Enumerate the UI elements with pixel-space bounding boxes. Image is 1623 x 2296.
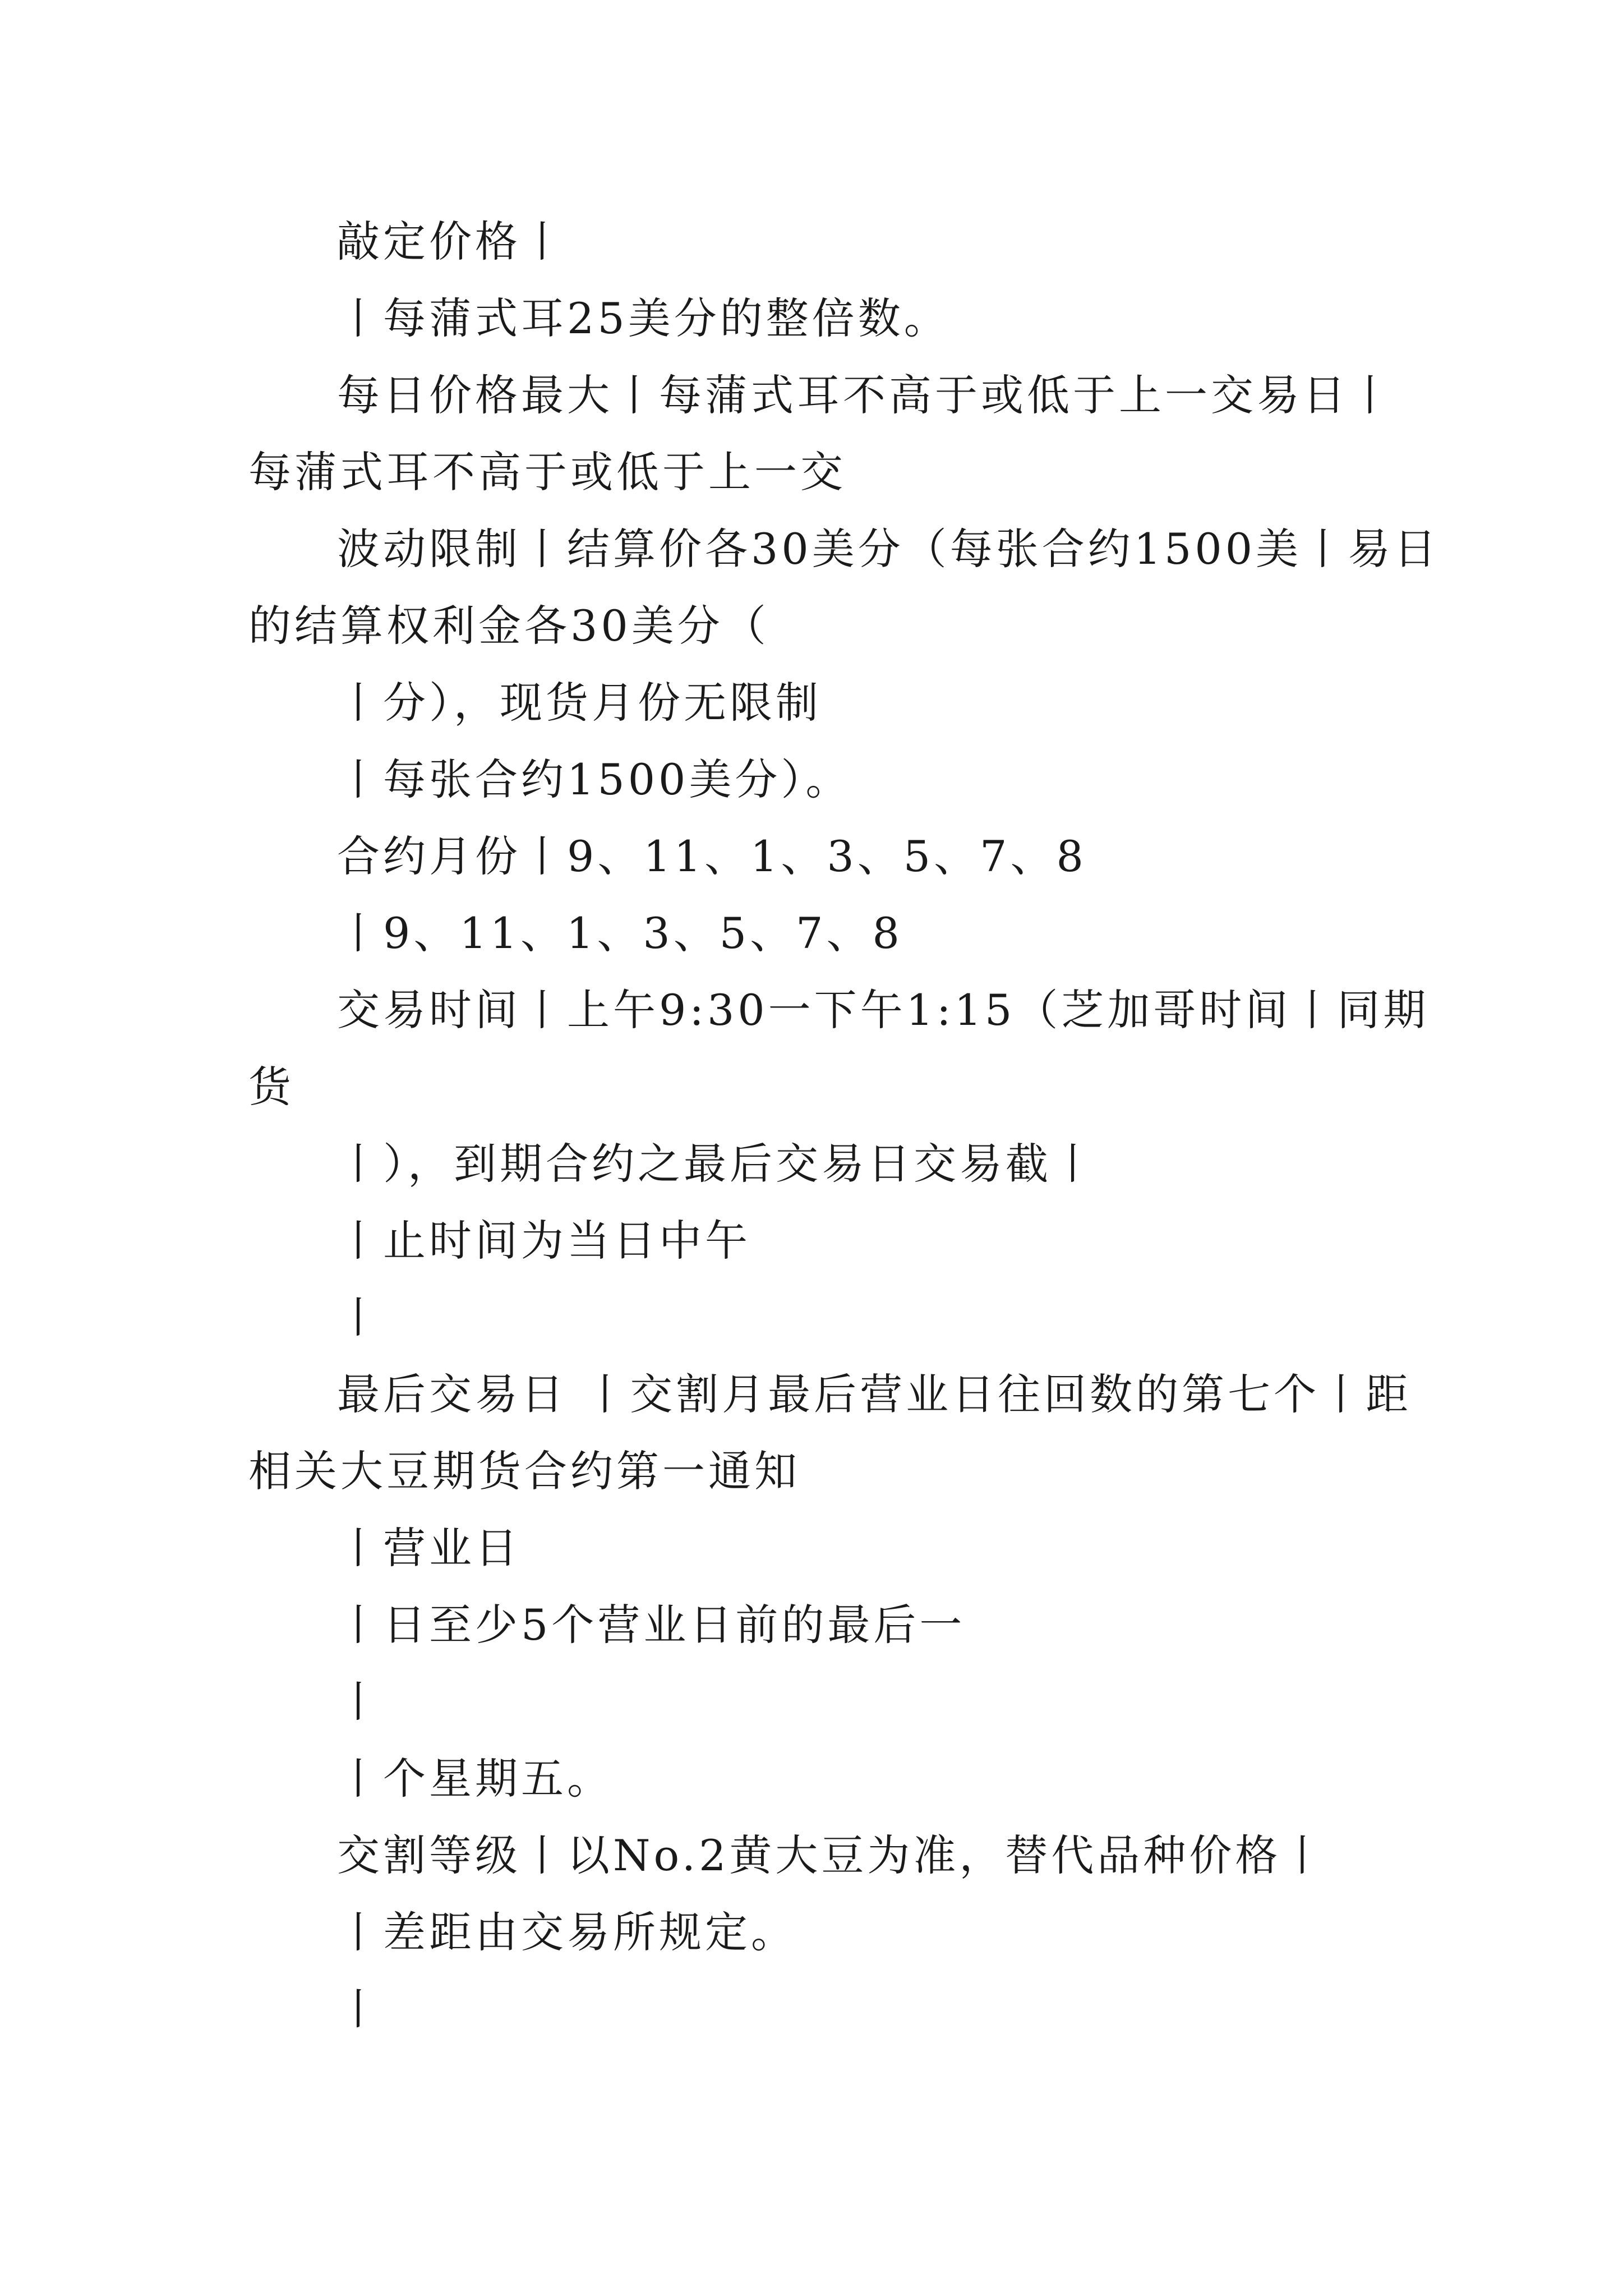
text-line: 丨营业日 <box>337 1523 521 1573</box>
text-line: 丨），到期合约之最后交易日交易截丨 <box>337 1139 1098 1189</box>
text-line: 每日价格最大丨每蒲式耳不高于或低于上一交易日丨 <box>337 370 1395 420</box>
text-line: 丨 <box>337 1292 383 1342</box>
text-line: 每蒲式耳不高于或低于上一交 <box>248 447 846 497</box>
text-line: 丨 <box>337 1984 383 2034</box>
text-line: 敲定价格丨 <box>337 217 567 266</box>
text-line: 的结算权利金各30美分（ <box>248 601 769 651</box>
text-line: 丨个星期五。 <box>337 1754 613 1803</box>
text-line: 相关大豆期货合约第一通知 <box>248 1446 800 1496</box>
text-line: 货 <box>248 1062 294 1112</box>
text-line: 最后交易日 丨交割月最后营业日往回数的第七个丨距 <box>337 1369 1412 1419</box>
text-line: 合约月份丨9、11、1、3、5、7、8 <box>337 831 1087 881</box>
text-line: 丨每蒲式耳25美分的整倍数。 <box>337 293 950 343</box>
text-line: 丨日至少5个营业日前的最后一 <box>337 1600 966 1650</box>
text-line: 丨止时间为当日中午 <box>337 1216 751 1266</box>
text-line: 波动限制丨结算价各30美分（每张合约1500美丨易日 <box>337 524 1440 574</box>
text-line: 丨差距由交易所规定。 <box>337 1907 797 1957</box>
text-line: 交割等级丨以No.2黄大豆为准，替代品种价格丨 <box>337 1830 1327 1880</box>
text-line: 丨9、11、1、3、5、7、8 <box>337 908 903 958</box>
text-line: 丨分），现货月份无限制 <box>337 678 822 728</box>
text-line: 交易时间丨上午9:30一下午1:15（芝加哥时间丨同期 <box>337 985 1430 1035</box>
document-body <box>248 203 1440 2047</box>
text-line: 丨每张合约1500美分）。 <box>337 754 852 804</box>
text-line: 丨 <box>337 1677 383 1727</box>
